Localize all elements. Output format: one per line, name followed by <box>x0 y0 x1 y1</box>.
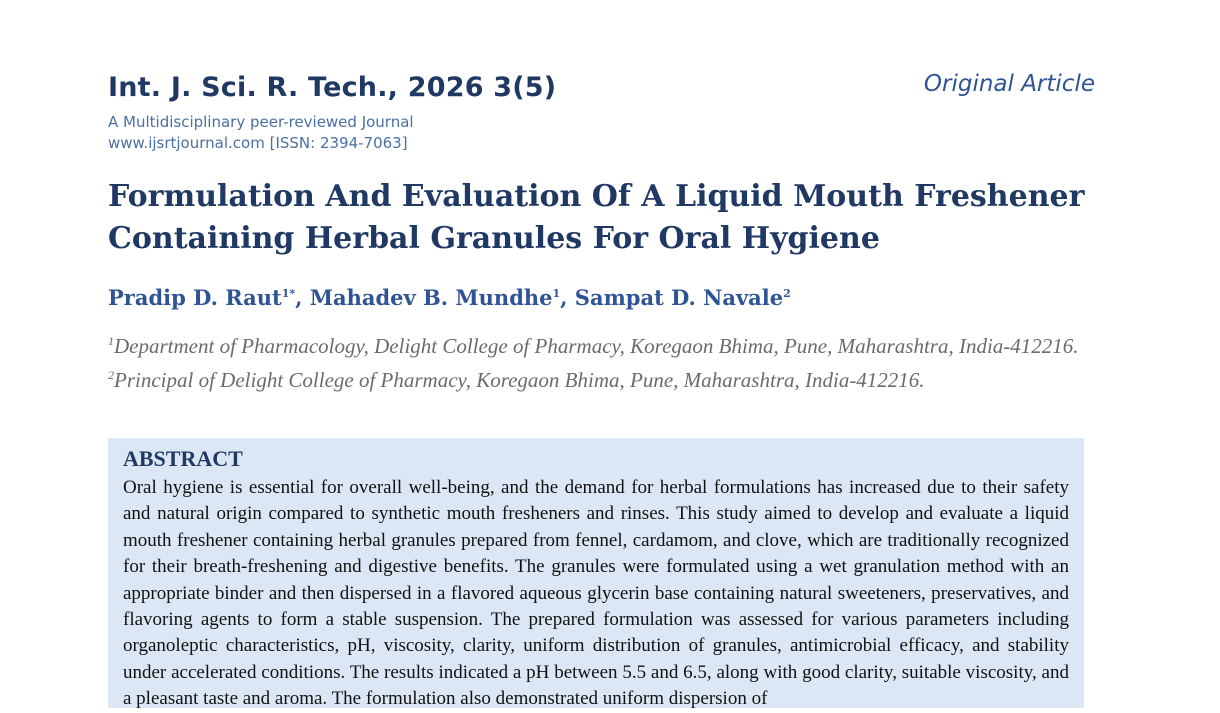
author-list <box>108 285 791 310</box>
article-type-label: Original Article <box>923 71 1095 97</box>
affiliation-list <box>108 327 1098 395</box>
affiliation-marker: 1 <box>108 334 114 348</box>
journal-tagline: A Multidisciplinary peer-reviewed Journal <box>108 113 414 131</box>
author-affiliation-marker: 1 <box>552 287 561 300</box>
affiliation-marker: 2 <box>108 368 114 382</box>
author-name: Mahadev B. Mundhe <box>309 285 553 310</box>
author-name: Sampat D. Navale <box>574 285 784 310</box>
abstract-body: Oral hygiene is essential for overall well-being, and the demand for herbal formulations has increased due to their safety and natural origin compared to synthetic mouth fresheners and rinses. This study aimed to develop and evaluate a liquid mouth freshener containing herbal granules prepared from fennel, cardamom, and clove, which are traditionally recognized for their breath-freshening and digestive benefits. The granules were formulated using a wet granulation method with an appropriate binder and then dispersed in a flavored aqueous glycerin base containing natural sweeteners, preservatives, and flavoring agents to form a stable suspension. The prepared formulation was assessed for various parameters including organoleptic characteristics, pH, viscosity, clarity, uniform distribution of granules, antimicrobial efficacy, and stability under accelerated conditions. The results indicated a pH between 5.5 and 6.5, along with good clarity, suitable viscosity, and a pleasant taste and aroma. The formulation also demonstrated uniform dispersion of <box>123 477 1069 710</box>
author-affiliation-marker: 1* <box>281 287 296 300</box>
affiliation-item <box>108 361 1098 395</box>
abstract-section <box>108 438 1084 708</box>
abstract-heading: ABSTRACT <box>123 446 243 471</box>
affiliation-item <box>108 327 1098 361</box>
author-name: Pradip D. Raut <box>108 285 282 310</box>
affiliation-text: Department of Pharmacology, Delight College of Pharmacy, Koregaon Bhima, Pune, Maharashtra, India-412216. <box>114 334 1079 358</box>
journal-title: Int. J. Sci. R. Tech., 2026 3(5) <box>108 72 557 103</box>
author-separator: , <box>295 285 310 310</box>
affiliation-text: Principal of Delight College of Pharmacy, Koregaon Bhima, Pune, Maharashtra, India-412216. <box>114 368 925 392</box>
journal-url: www.ijsrtjournal.com [ISSN: 2394-7063] <box>108 134 408 152</box>
paper-title: Formulation And Evaluation Of A Liquid Mouth Freshener Containing Herbal Granules For Oral Hygiene <box>108 179 1085 256</box>
author-affiliation-marker: 2 <box>783 287 791 300</box>
author-separator: , <box>560 285 575 310</box>
